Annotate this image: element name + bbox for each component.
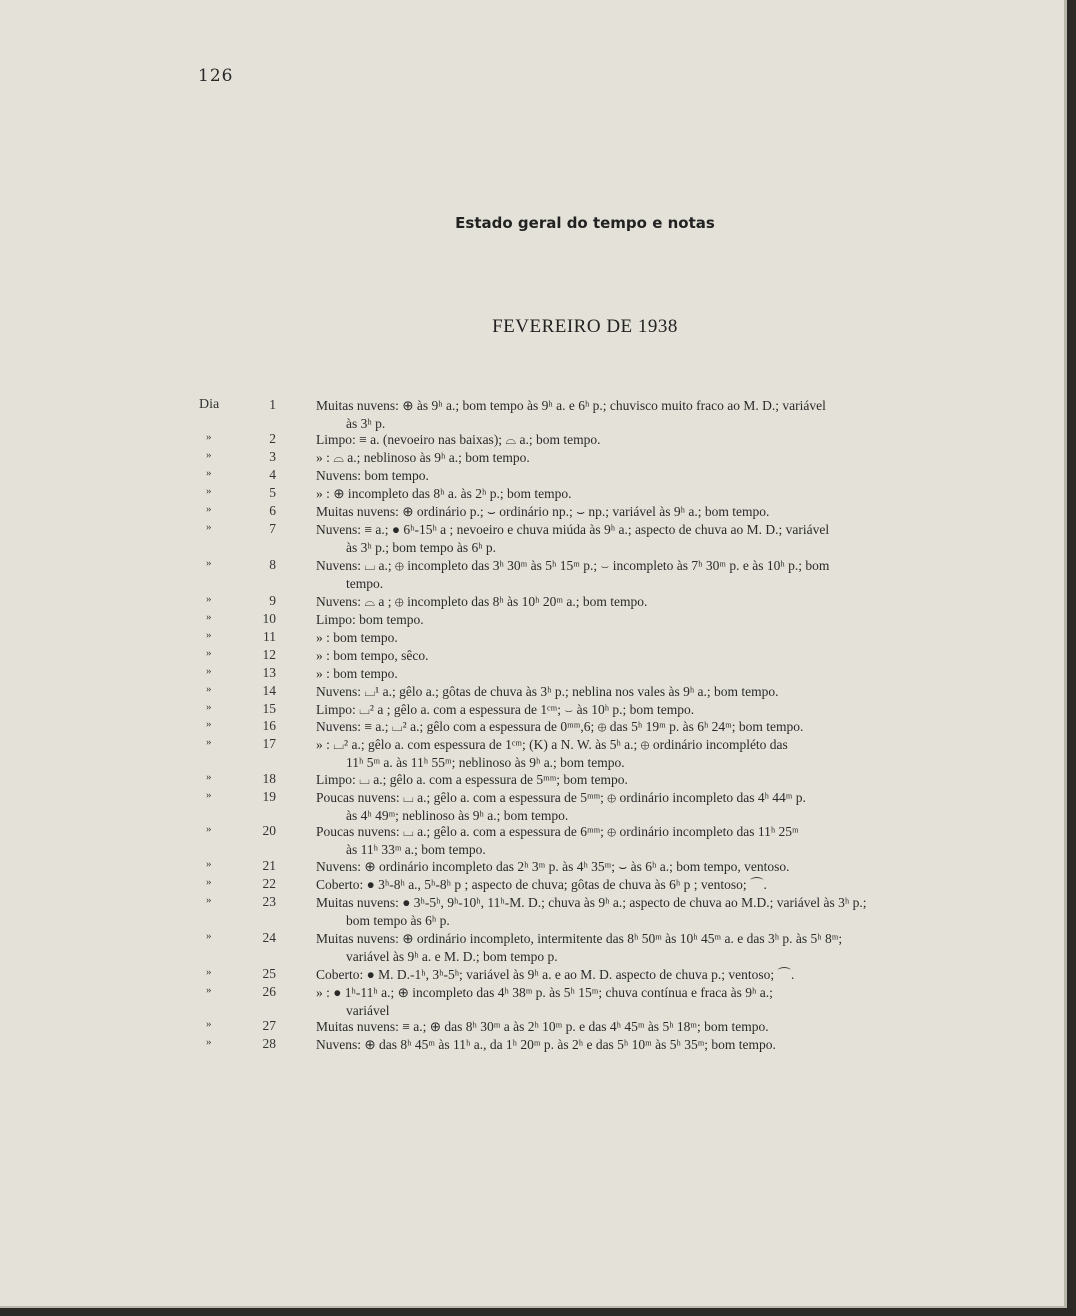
day-number: 3 [269, 449, 276, 464]
day-number: 28 [262, 1036, 276, 1051]
day-number: 13 [262, 665, 276, 680]
weather-description [316, 1018, 976, 1036]
weather-description [316, 736, 976, 771]
ditto-mark: » [206, 876, 212, 888]
description-line: Nuvens: ⌴ a.; ⊕ incompleto das 3ʰ 30ᵐ às 5ʰ 15ᵐ p.; ⌣ incompleto às 7ʰ 30ᵐ p. e às 10ʰ p.; bom [316, 558, 830, 573]
description-line: Limpo: ⌴² a ; gêlo a. com a espessura de 1ᶜᵐ; ⌣ às 10ʰ p.; bom tempo. [316, 702, 695, 717]
description-line: » : ⌓ a.; neblinoso às 9ʰ a.; bom tempo. [316, 450, 530, 465]
day-number: 12 [262, 647, 276, 662]
weather-description [316, 593, 976, 611]
ditto-mark: » [206, 665, 212, 677]
weather-description [316, 876, 976, 894]
description-line: Nuvens: ≡ a.; ⌴² a.; gêlo com a espessura de 0ᵐᵐ,6; ⊕ das 5ʰ 19ᵐ p. às 6ʰ 24ᵐ; bom tempo. [316, 719, 804, 734]
description-continuation: bom tempo às 6ʰ p. [346, 912, 450, 928]
description-continuation: às 3ʰ p. [346, 415, 386, 431]
ditto-mark: » [206, 521, 212, 533]
description-line: Muitas nuvens: ≡ a.; ⊕ das 8ʰ 30ᵐ a às 2ʰ 10ᵐ p. e das 4ʰ 45ᵐ às 5ʰ 18ᵐ; bom tempo. [316, 1019, 769, 1034]
description-line: Limpo: bom tempo. [316, 612, 424, 627]
description-line: Limpo: ⌴ a.; gêlo a. com a espessura de 5ᵐᵐ; bom tempo. [316, 772, 628, 787]
weather-description [316, 718, 976, 736]
day-number: 23 [262, 894, 276, 909]
description-continuation: às 11ʰ 33ᵐ a.; bom tempo. [346, 841, 486, 857]
description-line: Muitas nuvens: ⊕ ordinário incompleto, intermitente das 8ʰ 50ᵐ às 10ʰ 45ᵐ a. e das 3ʰ p. às 5ʰ 8ᵐ; [316, 931, 843, 946]
weather-description [316, 503, 976, 521]
weather-description [316, 966, 976, 984]
description-line: Muitas nuvens: ⊕ às 9ʰ a.; bom tempo às 9ʰ a. e 6ʰ p.; chuvisco muito fraco ao M. D.; variável [316, 398, 826, 413]
day-number: 26 [262, 984, 276, 999]
day-number: 5 [269, 485, 276, 500]
day-number: 22 [262, 876, 276, 891]
ditto-mark: » [206, 557, 212, 569]
day-number: 11 [263, 629, 276, 644]
day-number: 2 [269, 431, 276, 446]
description-line: Nuvens: ⌓ a ; ⊕ incompleto das 8ʰ às 10ʰ 20ᵐ a.; bom tempo. [316, 594, 648, 609]
ditto-mark: » [206, 930, 212, 942]
weather-description [316, 467, 976, 485]
ditto-mark: » [206, 984, 212, 996]
day-number: 21 [262, 858, 276, 873]
ditto-mark: » [206, 736, 212, 748]
weather-description [316, 894, 976, 929]
description-line: Muitas nuvens: ● 3ʰ-5ʰ, 9ʰ-10ʰ, 11ʰ-M. D.; chuva às 9ʰ a.; aspecto de chuva ao M.D.; variável às 3ʰ p.; [316, 895, 867, 910]
month-title: FEVEREIRO DE 1938 [492, 316, 678, 337]
ditto-mark: » [206, 467, 212, 479]
weather-description [316, 1036, 976, 1054]
ditto-mark: » [206, 1018, 212, 1030]
description-continuation: às 4ʰ 49ᵐ; neblinoso às 9ʰ a.; bom tempo. [346, 807, 569, 823]
day-number: 6 [269, 503, 276, 518]
ditto-mark: » [206, 1036, 212, 1048]
ditto-mark: » [206, 771, 212, 783]
day-number: 17 [262, 736, 276, 751]
ditto-mark: » [206, 593, 212, 605]
description-line: » : ● 1ʰ-11ʰ a.; ⊕ incompleto das 4ʰ 38ᵐ p. às 5ʰ 15ᵐ; chuva contínua e fraca às 9ʰ a.; [316, 985, 773, 1000]
description-line: Nuvens: ⊕ das 8ʰ 45ᵐ às 11ʰ a., da 1ʰ 20ᵐ p. às 2ʰ e das 5ʰ 10ᵐ às 5ʰ 35ᵐ; bom tempo. [316, 1037, 776, 1052]
ditto-mark: » [206, 611, 212, 623]
day-number: 1 [269, 397, 276, 412]
day-number: 25 [262, 966, 276, 981]
day-number: 15 [262, 701, 276, 716]
description-line: Nuvens: ⌴¹ a.; gêlo a.; gôtas de chuva às 3ʰ p.; neblina nos vales às 9ʰ a.; bom tempo. [316, 684, 779, 699]
weather-description [316, 771, 976, 789]
description-continuation: tempo. [346, 575, 384, 591]
day-number: 27 [262, 1018, 276, 1033]
ditto-mark: » [206, 503, 212, 515]
ditto-mark: » [206, 789, 212, 801]
description-continuation: variável às 9ʰ a. e M. D.; bom tempo p. [346, 948, 558, 964]
ditto-mark: » [206, 858, 212, 870]
description-line: » : ⊕ incompleto das 8ʰ a. às 2ʰ p.; bom tempo. [316, 486, 572, 501]
weather-description [316, 930, 976, 965]
weather-description [316, 629, 976, 647]
day-number: 10 [262, 611, 276, 626]
description-line: Coberto: ● M. D.-1ʰ, 3ʰ-5ʰ; variável às 9ʰ a. e ao M. D. aspecto de chuva p.; ventoso; ⌒. [316, 967, 795, 982]
ditto-mark: » [206, 485, 212, 497]
weather-description [316, 557, 976, 592]
weather-description [316, 397, 976, 432]
day-number: 14 [262, 683, 276, 698]
day-number: 20 [262, 823, 276, 838]
section-heading: Estado geral do tempo e notas [455, 214, 715, 232]
weather-description [316, 521, 976, 556]
weather-description [316, 485, 976, 503]
ditto-mark: » [206, 894, 212, 906]
day-number: 8 [269, 557, 276, 572]
description-line: Nuvens: bom tempo. [316, 468, 429, 483]
ditto-mark: » [206, 431, 212, 443]
description-line: Muitas nuvens: ⊕ ordinário p.; ⌣ ordinário np.; ⌣ np.; variável às 9ʰ a.; bom tempo. [316, 504, 770, 519]
day-number: 19 [262, 789, 276, 804]
weather-description [316, 431, 976, 449]
description-continuation: 11ʰ 5ᵐ a. às 11ʰ 55ᵐ; neblinoso às 9ʰ a.; bom tempo. [346, 754, 625, 770]
page-number: 126 [198, 66, 234, 86]
weather-description [316, 665, 976, 683]
description-line: Poucas nuvens: ⌴ a.; gêlo a. com a espessura de 5ᵐᵐ; ⊕ ordinário incompleto das 4ʰ 44ᵐ p. [316, 790, 806, 805]
weather-description [316, 611, 976, 629]
description-line: Nuvens: ⊕ ordinário incompleto das 2ʰ 3ᵐ p. às 4ʰ 35ᵐ; ⌣ às 6ʰ a.; bom tempo, ventoso. [316, 859, 790, 874]
description-line: » : bom tempo. [316, 630, 398, 645]
ditto-mark: » [206, 647, 212, 659]
description-line: Limpo: ≡ a. (nevoeiro nas baixas); ⌓ a.; bom tempo. [316, 432, 601, 447]
ditto-mark: » [206, 629, 212, 641]
description-line: » : bom tempo, sêco. [316, 648, 429, 663]
description-line: » : bom tempo. [316, 666, 398, 681]
day-number: 4 [269, 467, 276, 482]
weather-description [316, 823, 976, 858]
description-continuation: variável [346, 1002, 390, 1018]
weather-description [316, 789, 976, 824]
description-line: Coberto: ● 3ʰ-8ʰ a., 5ʰ-8ʰ p ; aspecto de chuva; gôtas de chuva às 6ʰ p ; ventoso; ⌒. [316, 877, 767, 892]
weather-description [316, 449, 976, 467]
day-number: 7 [269, 521, 276, 536]
day-number: 18 [262, 771, 276, 786]
ditto-mark: » [206, 449, 212, 461]
description-line: » : ⌴² a.; gêlo a. com espessura de 1ᶜᵐ; (K) a N. W. às 5ʰ a.; ⊕ ordinário incompléto das [316, 737, 788, 752]
day-number: 16 [262, 718, 276, 733]
weather-description [316, 701, 976, 719]
weather-description [316, 683, 976, 701]
ditto-mark: » [206, 966, 212, 978]
description-continuation: às 3ʰ p.; bom tempo às 6ʰ p. [346, 539, 497, 555]
weather-description [316, 984, 976, 1019]
day-number: 9 [269, 593, 276, 608]
day-number: 24 [262, 930, 276, 945]
ditto-mark: » [206, 823, 212, 835]
ditto-mark: » [206, 683, 212, 695]
description-line: Poucas nuvens: ⌴ a.; gêlo a. com a espessura de 6ᵐᵐ; ⊕ ordinário incompleto das 11ʰ 25ᵐ [316, 824, 799, 839]
ditto-mark: » [206, 701, 212, 713]
weather-description [316, 647, 976, 665]
ditto-mark: » [206, 718, 212, 730]
description-line: Nuvens: ≡ a.; ● 6ʰ-15ʰ a ; nevoeiro e chuva miúda às 9ʰ a.; aspecto de chuva ao M. D.; variável [316, 522, 830, 537]
day-column-label: Dia [199, 397, 220, 412]
weather-description [316, 858, 976, 876]
